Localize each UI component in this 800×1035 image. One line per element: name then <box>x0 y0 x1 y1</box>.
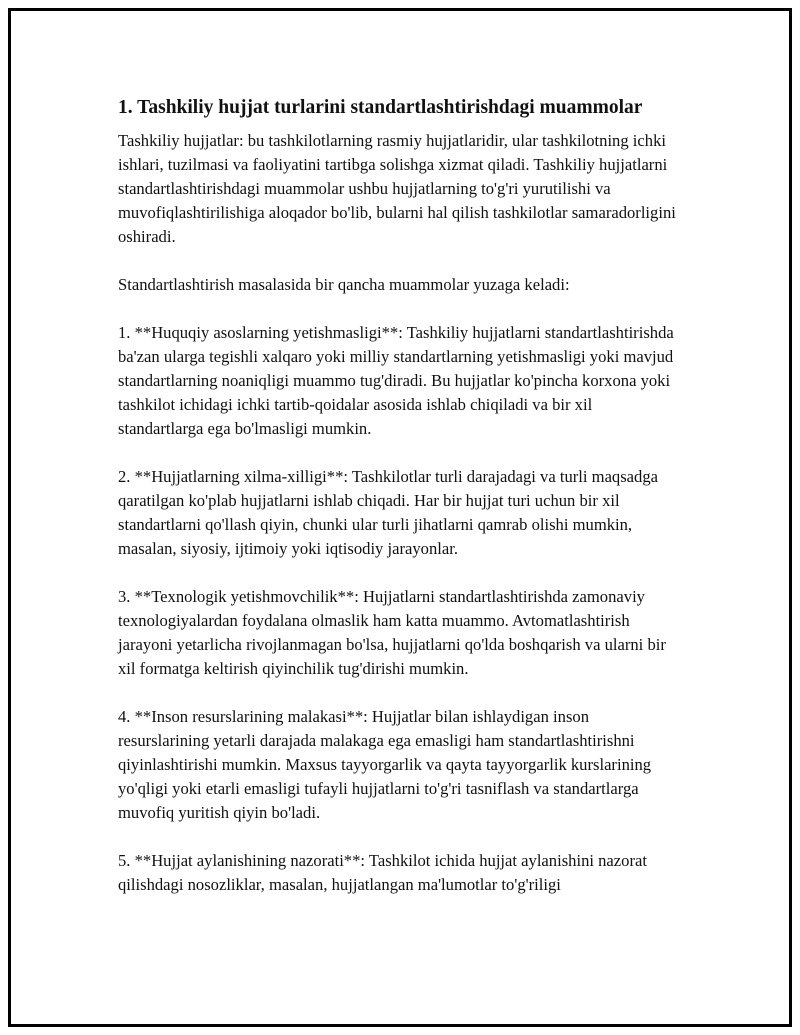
section-heading: 1. Tashkiliy hujjat turlarini standartlashtirishdagi muammolar <box>118 97 643 118</box>
problem-item-2: 2. **Hujjatlarning xilma-xilligi**: Tashkilotlar turli darajadagi va turli maqsadga qaratilgan ko'plab hujjatlarni ishlab chiqadi. Har bir hujjat turi uchun bir xil standartlarni qo'llash qiyin, chunki ular turli jihatlarni qamrab olishi mumkin, masalan, siyosiy, ijtimoiy yoki iqtisodiy jarayonlar. <box>118 467 659 558</box>
problem-item-4: 4. **Inson resurslarining malakasi**: Hujjatlar bilan ishlaydigan inson resurslarining yetarli darajada malakaga ega emasligi ham standartlashtirishni qiyinlashtirishi mumkin. Maxsus tayyorgarlik va qayta tayyorgarlik kurslarining yo'qligi yoki etarli emasligi tufayli hujjatlarni to'g'ri tasniflash va standartlarga muvofiq yuritish qiyin bo'ladi. <box>118 707 652 822</box>
intro-paragraph: Tashkiliy hujjatlar: bu tashkilotlarning rasmiy hujjatlaridir, ular tashkilotning ichki ishlari, tuzilmasi va faoliyatini tartibga solishga xizmat qiladi. Tashkiliy hujjatlarni standartlashtirishdagi muammolar ushbu hujjatlarning to'g'ri yurutilishi va muvofiqlashtirilishiga aloqador bo'lib, bularni hal qilish tashkilotlar samaradorligini oshiradi. <box>118 131 676 246</box>
problem-item-3: 3. **Texnologik yetishmovchilik**: Hujjatlarni standartlashtirishda zamonaviy texnologiyalardan foydalana olmaslik ham katta muammo. Avtomatlashtirish jarayoni yetarlicha rivojlanmagan bo'lsa, hujjatlarni qo'lda boshqarish va ularni bir xil formatga keltirish qiyinchilik tug'dirishi mumkin. <box>118 587 666 678</box>
document-body <box>118 94 678 921</box>
problem-item-1: 1. **Huquqiy asoslarning yetishmasligi**: Tashkiliy hujjatlarni standartlashtirishda ba'zan ularga tegishli xalqaro yoki milliy standartlarning yetishmasligi yoki mavjud standartlarning noaniqligi muammo tug'diradi. Bu hujjatlar ko'pincha korxona yoki tashkilot ichidagi ichki tartib-qoidalar asosida ishlab chiqiladi va bir xil standartlarga ega bo'lmasligi mumkin. <box>118 323 674 438</box>
lead-in-paragraph: Standartlashtirish masalasida bir qancha muammolar yuzaga keladi: <box>118 275 570 294</box>
problem-item-5: 5. **Hujjat aylanishining nazorati**: Tashkilot ichida hujjat aylanishini nazorat qilishdagi nosozliklar, masalan, hujjatlangan ma'lumotlar to'g'riligi <box>118 851 647 894</box>
